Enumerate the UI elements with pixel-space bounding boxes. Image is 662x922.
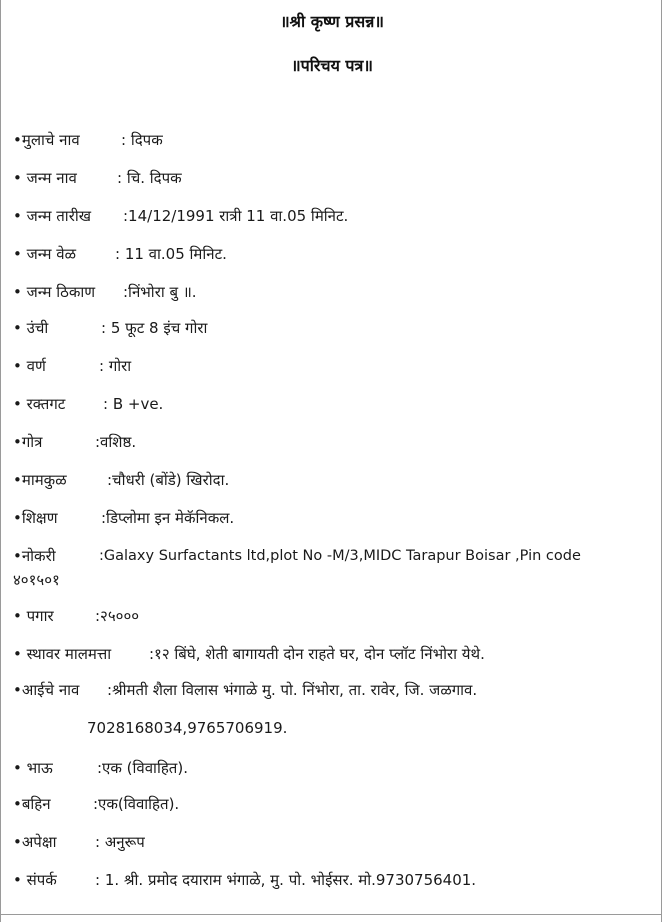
- field-label: • स्थावर मालमत्ता: [13, 645, 112, 663]
- field-label: •मुलाचे नाव: [13, 131, 80, 149]
- field-label: • पगार: [13, 607, 54, 625]
- bottom-divider: [1, 914, 661, 915]
- field-value-continuation: ४०१५०१: [13, 571, 60, 589]
- field-label: • वर्ण: [13, 357, 46, 375]
- field-value: :डिप्लोमा इन मेकॅनिकल.: [101, 509, 235, 527]
- field-value: :Galaxy Surfactants ltd,plot No -M/3,MIDC Tarapur Boisar ,Pin code: [99, 548, 581, 564]
- field-value: :१२ बिंघे, शेती बागायती दोन राहते घर, दोन प्लॉट निंभोरा येथे.: [149, 645, 485, 663]
- field-label: •गोत्र: [13, 433, 43, 451]
- field-label: •अपेक्षा: [13, 833, 57, 851]
- page-subtitle: ॥परिचय पत्र॥: [291, 56, 373, 75]
- field-value: : दिपक: [121, 131, 163, 149]
- field-value: : 5 फूट 8 इंच गोरा: [101, 319, 208, 337]
- field-label: • संपर्क: [13, 871, 57, 889]
- field-value: :एक (विवाहित).: [97, 759, 188, 777]
- field-value: : B +ve.: [103, 395, 164, 413]
- field-label: •शिक्षण: [13, 509, 58, 527]
- field-value: : चि. दिपक: [117, 169, 182, 187]
- field-value-continuation: 7028168034,9765706919.: [87, 719, 288, 737]
- field-value: : अनुरूप: [95, 833, 145, 851]
- field-label: • रक्तगट: [13, 395, 66, 413]
- field-label: • जन्म ठिकाण: [13, 283, 96, 301]
- field-label: • उंची: [13, 319, 49, 337]
- field-value: :एक(विवाहित).: [93, 795, 180, 813]
- page-title: ॥श्री कृष्ण प्रसन्न॥: [280, 12, 384, 31]
- field-value: :२५०००: [95, 607, 140, 625]
- field-label: •बहिन: [13, 795, 51, 813]
- field-label: • जन्म तारीख: [13, 207, 91, 225]
- field-value: : 1. श्री. प्रमोद दयाराम भंगाळे, मु. पो. भोईसर. मो.9730756401.: [95, 871, 477, 889]
- field-label: •मामकुळ: [13, 471, 67, 489]
- field-value: :14/12/1991 रात्री 11 वा.05 मिनिट.: [123, 207, 349, 225]
- field-value: :श्रीमती शैला विलास भंगाळे मु. पो. निंभोरा, ता. रावेर, जि. जळगाव.: [107, 681, 478, 699]
- field-label: • भाऊ: [13, 759, 53, 777]
- field-value: : गोरा: [99, 357, 132, 375]
- field-value: :चौधरी (बोंडे) खिरोदा.: [107, 471, 230, 489]
- field-value: :निंभोरा बु ॥.: [123, 283, 197, 301]
- field-label: •आईचे नाव: [13, 681, 80, 699]
- field-label: • जन्म वेळ: [13, 245, 76, 263]
- field-value: : 11 वा.05 मिनिट.: [115, 245, 227, 263]
- field-label: •नोकरी: [13, 547, 56, 565]
- field-value: :वशिष्ठ.: [95, 433, 137, 451]
- field-label: • जन्म नाव: [13, 169, 77, 187]
